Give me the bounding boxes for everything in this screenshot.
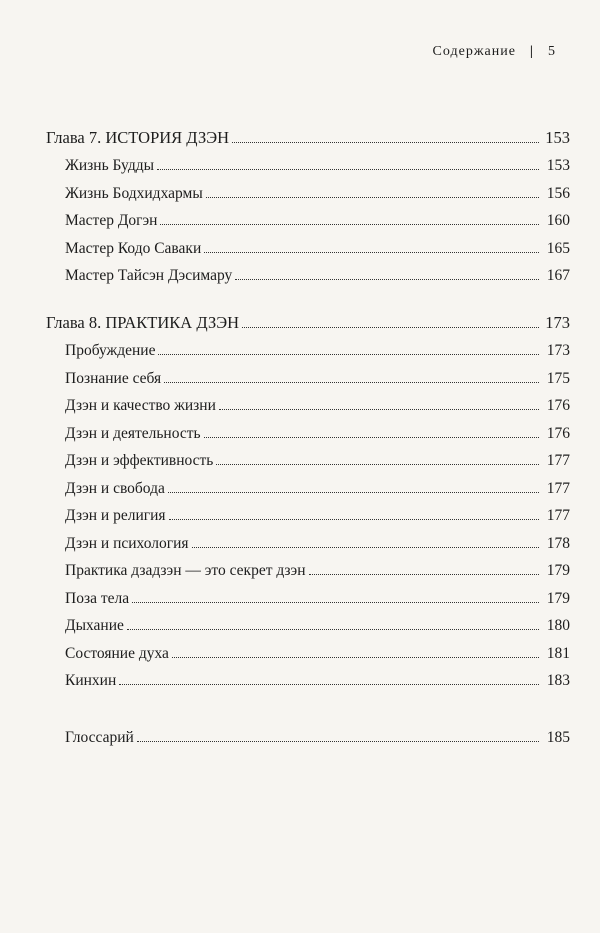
- toc-item[interactable]: [46, 175, 570, 203]
- leader-dots: [232, 142, 539, 143]
- toc-item[interactable]: [46, 580, 570, 608]
- toc-glossary[interactable]: [46, 719, 570, 747]
- leader-dots: [168, 492, 539, 493]
- leader-dots: [206, 197, 539, 198]
- leader-dots: [132, 602, 539, 603]
- running-head: [433, 44, 556, 60]
- toc-item[interactable]: [46, 203, 570, 231]
- toc-entry-page: 173: [546, 342, 570, 359]
- leader-dots: [137, 741, 539, 742]
- toc-entry-title: Глоссарий: [65, 728, 134, 746]
- toc-item[interactable]: [46, 498, 570, 526]
- toc-entry-page: 176: [546, 424, 570, 442]
- leader-dots: [235, 279, 539, 280]
- toc-entry-title: Мастер Тайсэн Дэсимару: [65, 267, 233, 284]
- toc-entry-title: Мастер Догэн: [65, 212, 158, 229]
- toc-item[interactable]: [46, 258, 570, 286]
- toc-entry-title: Дыхание: [65, 617, 124, 634]
- toc-item[interactable]: [46, 635, 570, 663]
- toc-item[interactable]: [46, 663, 570, 691]
- toc-entry-title: Глава 8. ПРАКТИКА ДЗЭН: [46, 312, 240, 332]
- leader-dots: [169, 519, 539, 520]
- leader-dots: [192, 547, 539, 548]
- toc-entry-title: Поза тела: [65, 589, 130, 607]
- toc-entry-title: Пробуждение: [65, 342, 156, 359]
- leader-dots: [204, 437, 539, 438]
- toc-entry-title: Мастер Кодо Саваки: [65, 239, 202, 257]
- toc-entry-page: 160: [546, 212, 570, 229]
- toc-item[interactable]: [46, 415, 570, 443]
- spacer: [46, 690, 570, 719]
- toc-item[interactable]: [46, 148, 570, 176]
- toc-entry-page: 177: [546, 479, 570, 497]
- toc-entry-title: Состояние духа: [65, 644, 169, 662]
- toc-entry-page: 175: [546, 369, 570, 387]
- toc-entry-page: 181: [546, 644, 570, 662]
- toc-item[interactable]: [46, 608, 570, 636]
- toc-chapter-8[interactable]: [46, 305, 570, 333]
- toc-entry-title: Глава 7. ИСТОРИЯ ДЗЭН: [46, 127, 230, 147]
- toc-entry-page: 176: [546, 397, 570, 414]
- leader-dots: [216, 464, 539, 465]
- leader-dots: [127, 629, 539, 630]
- toc-entry-page: 180: [546, 617, 570, 634]
- toc-item[interactable]: [46, 360, 570, 388]
- toc-entry-title: Практика дзадзэн — это секрет дзэн: [65, 562, 306, 579]
- toc-entry-title: Дзэн и качество жизни: [65, 397, 216, 414]
- toc-entry-title: Дзэн и свобода: [65, 479, 165, 497]
- toc-entry-page: 167: [546, 267, 570, 284]
- toc-entry-page: 153: [545, 127, 570, 147]
- toc-entry-title: Дзэн и психология: [65, 534, 189, 552]
- toc-entry-title: Дзэн и деятельность: [65, 424, 201, 442]
- toc-item[interactable]: [46, 553, 570, 581]
- toc-chapter-7[interactable]: [46, 120, 570, 148]
- table-of-contents: [46, 120, 570, 747]
- toc-item[interactable]: [46, 388, 570, 416]
- toc-entry-page: 178: [546, 534, 570, 552]
- leader-dots: [204, 252, 539, 253]
- leader-dots: [242, 327, 539, 328]
- leader-dots: [157, 169, 539, 170]
- toc-entry-title: Познание себя: [65, 369, 162, 387]
- toc-item[interactable]: [46, 333, 570, 361]
- running-head-page-number: 5: [548, 44, 556, 59]
- toc-item[interactable]: [46, 230, 570, 258]
- toc-item[interactable]: [46, 443, 570, 471]
- leader-dots: [164, 382, 539, 383]
- toc-entry-page: 153: [546, 157, 570, 174]
- spacer: [46, 285, 570, 305]
- toc-entry-title: Жизнь Будды: [65, 157, 155, 174]
- toc-item[interactable]: [46, 525, 570, 553]
- running-head-section: Содержание: [432, 44, 516, 59]
- leader-dots: [309, 574, 540, 575]
- leader-dots: [160, 224, 539, 225]
- toc-entry-title: Кинхин: [65, 672, 117, 689]
- toc-entry-title: Дзэн и эффективность: [65, 452, 214, 469]
- toc-entry-page: 156: [546, 184, 570, 202]
- leader-dots: [172, 657, 539, 658]
- leader-dots: [158, 354, 539, 355]
- toc-item[interactable]: [46, 470, 570, 498]
- toc-entry-page: 185: [546, 728, 570, 746]
- running-head-separator: |: [529, 44, 534, 59]
- leader-dots: [219, 409, 539, 410]
- toc-entry-page: 173: [545, 312, 570, 332]
- toc-entry-title: Жизнь Бодхидхармы: [65, 184, 203, 202]
- leader-dots: [119, 684, 539, 685]
- toc-entry-page: 183: [546, 672, 570, 689]
- toc-entry-page: 179: [546, 589, 570, 607]
- toc-entry-title: Дзэн и религия: [65, 507, 166, 524]
- toc-entry-page: 177: [546, 507, 570, 524]
- toc-entry-page: 177: [546, 452, 570, 469]
- toc-entry-page: 179: [546, 562, 570, 579]
- toc-entry-page: 165: [546, 239, 570, 257]
